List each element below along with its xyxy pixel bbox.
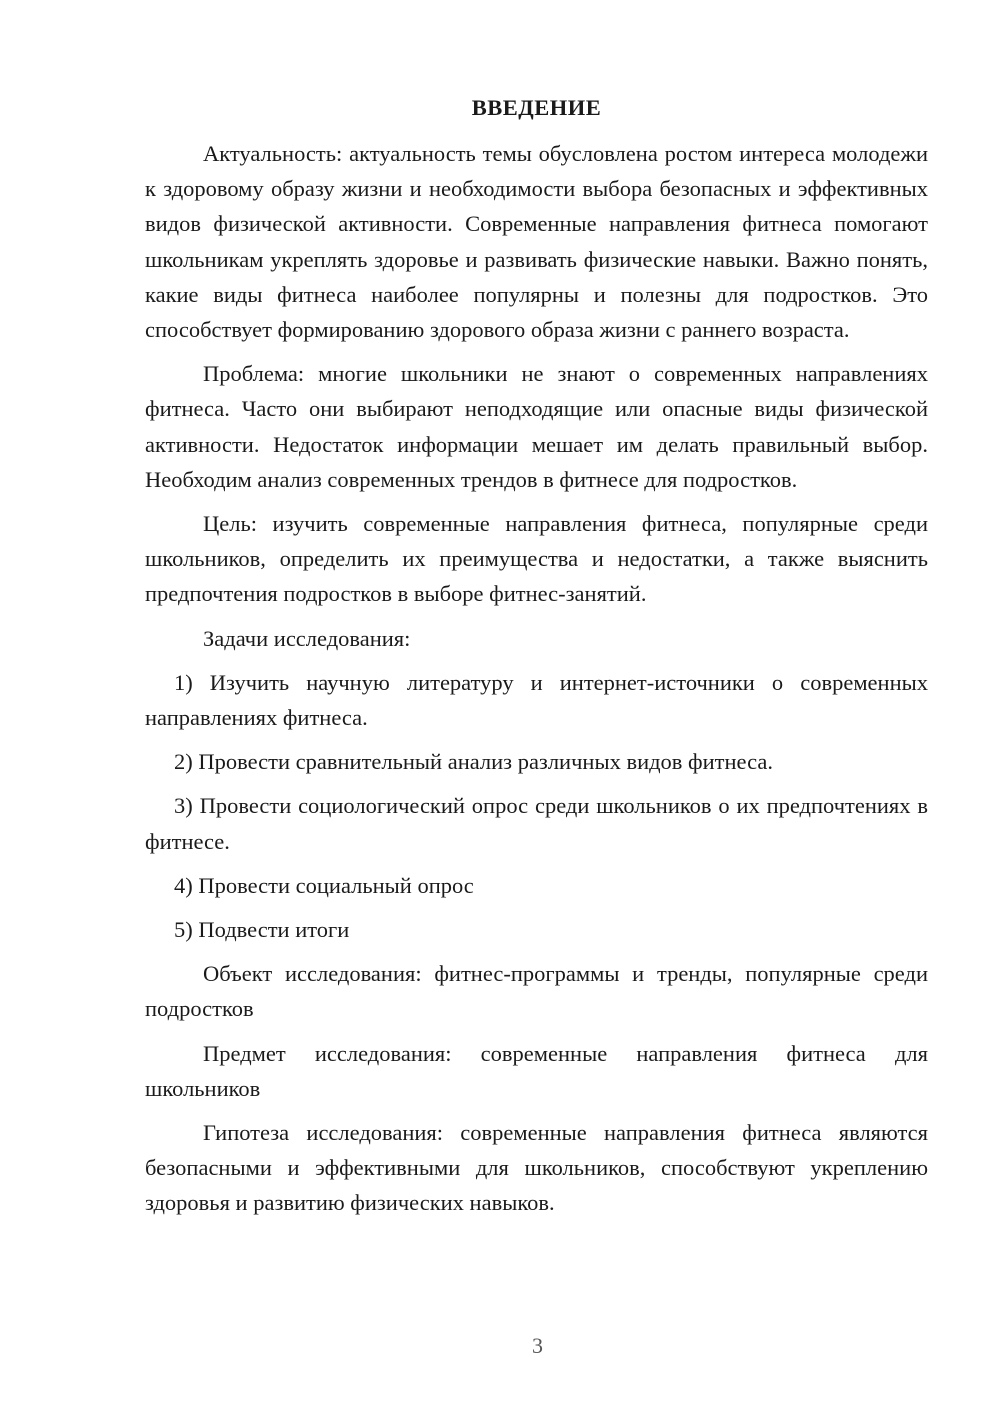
task-item-3: 3) Провести социологический опрос среди школьников о их предпочтениях в фитнесе. bbox=[145, 793, 928, 854]
research-object-paragraph: Объект исследования: фитнес-программы и тренды, популярные среди подростков bbox=[145, 961, 928, 1022]
relevance-paragraph: Актуальность: актуальность темы обусловлена ростом интереса молодежи к здоровому образу жизни и необходимости выбора безопасных и эффективных видов физической активности. Современные направления фитнеса помогают школьникам укреплять здоровье и развивать физические навыки. Важно понять, какие виды фитнеса наиболее популярны и полезны для подростков. Это способствует формированию здорового образа жизни с раннего возраста. bbox=[145, 141, 928, 343]
goal-paragraph: Цель: изучить современные направления фитнеса, популярные среди школьников, определить их преимущества и недостатки, а также выяснить предпочтения подростков в выборе фитнес-занятий. bbox=[145, 511, 928, 607]
problem-paragraph: Проблема: многие школьники не знают о современных направлениях фитнеса. Часто они выбирают неподходящие или опасные виды физической активности. Недостаток информации мешает им делать правильный выбор. Необходим анализ современных трендов в фитнесе для подростков. bbox=[145, 361, 928, 492]
task-item-1: 1) Изучить научную литературу и интернет-источники о современных направлениях фитнеса. bbox=[145, 669, 928, 731]
task-item-2: 2) Провести сравнительный анализ различных видов фитнеса. bbox=[174, 749, 773, 775]
tasks-heading: Задачи исследования: bbox=[203, 625, 411, 651]
task-item-4: 4) Провести социальный опрос bbox=[174, 872, 474, 898]
task-item-5: 5) Подвести итоги bbox=[174, 917, 350, 943]
page-number: 3 bbox=[532, 1333, 543, 1358]
document-body bbox=[145, 90, 928, 1230]
page-title: ВВЕДЕНИЕ bbox=[471, 95, 602, 120]
research-subject-paragraph: Предмет исследования: современные направления фитнеса для школьников bbox=[145, 1040, 928, 1101]
hypothesis-paragraph: Гипотеза исследования: современные направления фитнеса являются безопасными и эффективными для школьников, способствуют укреплению здоровья и развитию физических навыков. bbox=[145, 1120, 928, 1216]
